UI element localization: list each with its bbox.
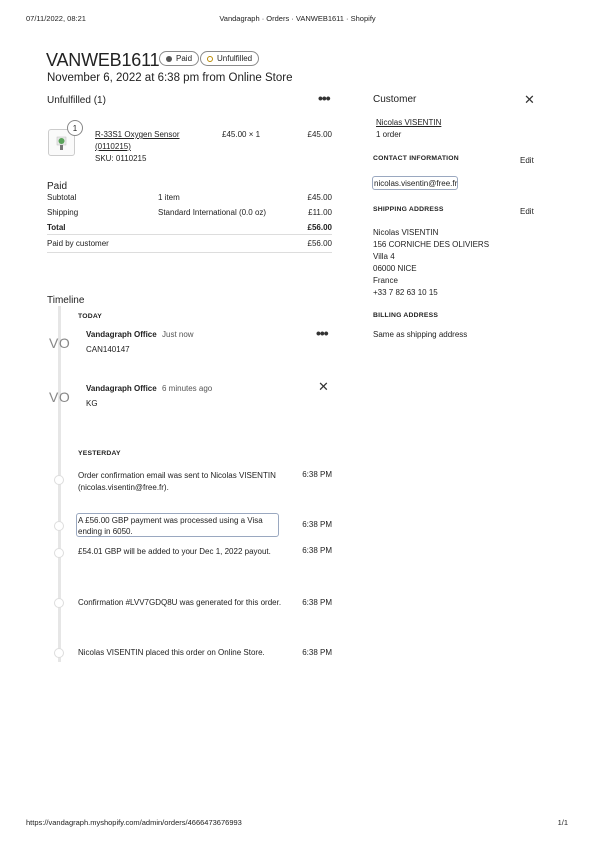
customer-close-icon[interactable]: ✕ (524, 92, 535, 107)
subtotal-label: Subtotal (47, 193, 77, 202)
paid-by-customer-label: Paid by customer (47, 239, 109, 248)
shipping-label: Shipping (47, 208, 79, 217)
comment-more-icon[interactable]: ••• (316, 325, 328, 341)
comment-avatar: VO (49, 335, 71, 351)
item-name-link[interactable]: R-33S1 Oxygen Sensor (95, 130, 180, 139)
print-datetime: 07/11/2022, 08:21 (26, 14, 86, 23)
customer-orders: 1 order (376, 130, 402, 139)
timeline-yesterday-label: YESTERDAY (78, 450, 121, 457)
item-code-link[interactable]: (0110215) (95, 142, 131, 151)
more-horizontal-icon[interactable]: ••• (318, 90, 330, 106)
timeline-event-text: A £56.00 GBP payment was processed using a Visa ending in 6050. (78, 516, 263, 536)
comment-avatar: VO (49, 389, 71, 405)
billing-address-title: BILLING ADDRESS (373, 312, 439, 319)
paid-badge-label: Paid (176, 54, 193, 63)
timeline-event-time: 6:38 PM (302, 546, 332, 555)
item-unit-price: £45.00 × 1 (222, 130, 261, 139)
customer-email[interactable]: nicolas.visentin@free.fr (374, 179, 458, 188)
address-line: Villa 4 (373, 252, 395, 261)
item-total: £45.00 (307, 130, 332, 139)
paid-dot-icon (166, 56, 172, 62)
address-phone: +33 7 82 63 10 15 (373, 288, 438, 297)
unfulfilled-ring-icon (207, 56, 213, 62)
address-line: Nicolas VISENTIN (373, 228, 439, 237)
timeline-event-dot (54, 475, 64, 485)
unfulfilled-badge (200, 51, 259, 66)
comment-author: Vandagraph Office (86, 330, 157, 339)
paid-by-customer-amount: £56.00 (307, 239, 332, 248)
unfulfilled-title: Unfulfilled (1) (47, 95, 106, 106)
paid-divider (47, 234, 332, 235)
paid-badge (159, 51, 199, 66)
timeline-event-text: Nicolas VISENTIN placed this order on Online Store. (78, 648, 265, 657)
total-label: Total (47, 223, 66, 232)
timeline-event-text: Order confirmation email was sent to Nicolas VISENTIN (nicolas.visentin@free.fr). (78, 471, 276, 492)
timeline-event-dot (54, 598, 64, 608)
timeline-event-text: Confirmation #LVV7GDQ8U was generated for this order. (78, 598, 282, 607)
timeline-event-dot (54, 521, 64, 531)
contact-edit-button[interactable]: Edit (520, 156, 534, 165)
item-quantity-badge: 1 (67, 120, 83, 136)
address-line: France (373, 276, 398, 285)
comment-author: Vandagraph Office (86, 384, 157, 393)
customer-name-link[interactable]: Nicolas VISENTIN (376, 118, 442, 127)
timeline-title: Timeline (47, 295, 85, 306)
comment-body: CAN140147 (86, 345, 130, 354)
total-amount: £56.00 (307, 223, 332, 232)
print-page-number: 1/1 (557, 818, 568, 827)
subtotal-detail: 1 item (158, 193, 180, 202)
timeline-event-time: 6:38 PM (302, 598, 332, 607)
shipping-detail: Standard International (0.0 oz) (158, 208, 267, 217)
timeline-event-time: 6:38 PM (302, 470, 332, 479)
shipping-edit-button[interactable]: Edit (520, 207, 534, 216)
timeline-event-dot (54, 648, 64, 658)
comment-body: KG (86, 399, 98, 408)
order-title: VANWEB1611 (46, 50, 160, 70)
timeline-event-time: 6:38 PM (302, 520, 332, 529)
timeline-today-label: TODAY (78, 313, 103, 320)
billing-address-text: Same as shipping address (373, 330, 468, 339)
comment-time: 6 minutes ago (162, 384, 213, 393)
order-subtitle: November 6, 2022 at 6:38 pm from Online Store (47, 72, 293, 84)
comment-delete-close-icon[interactable]: ✕ (318, 379, 329, 394)
shipping-amount: £11.00 (308, 208, 332, 217)
comment-time: Just now (162, 330, 194, 339)
subtotal-amount: £45.00 (307, 193, 332, 202)
unfulfilled-badge-label: Unfulfilled (217, 54, 253, 63)
timeline-event-time: 6:38 PM (302, 648, 332, 657)
item-sku: SKU: 0110215 (95, 154, 147, 163)
contact-information-title: CONTACT INFORMATION (373, 155, 459, 162)
paid-bottom-divider (47, 252, 332, 253)
paid-title: Paid (47, 181, 68, 192)
print-url: https://vandagraph.myshopify.com/admin/orders/4666473676993 (26, 818, 242, 827)
timeline-event-dot (54, 548, 64, 558)
address-line: 156 CORNICHE DES OLIVIERS (373, 240, 490, 249)
customer-title: Customer (373, 94, 417, 105)
print-page-title: Vandagraph · Orders · VANWEB1611 · Shopify (219, 14, 376, 23)
timeline-event-text: £54.01 GBP will be added to your Dec 1, 2022 payout. (78, 547, 271, 556)
address-line: 06000 NICE (373, 264, 417, 273)
shipping-address-title: SHIPPING ADDRESS (373, 206, 444, 213)
